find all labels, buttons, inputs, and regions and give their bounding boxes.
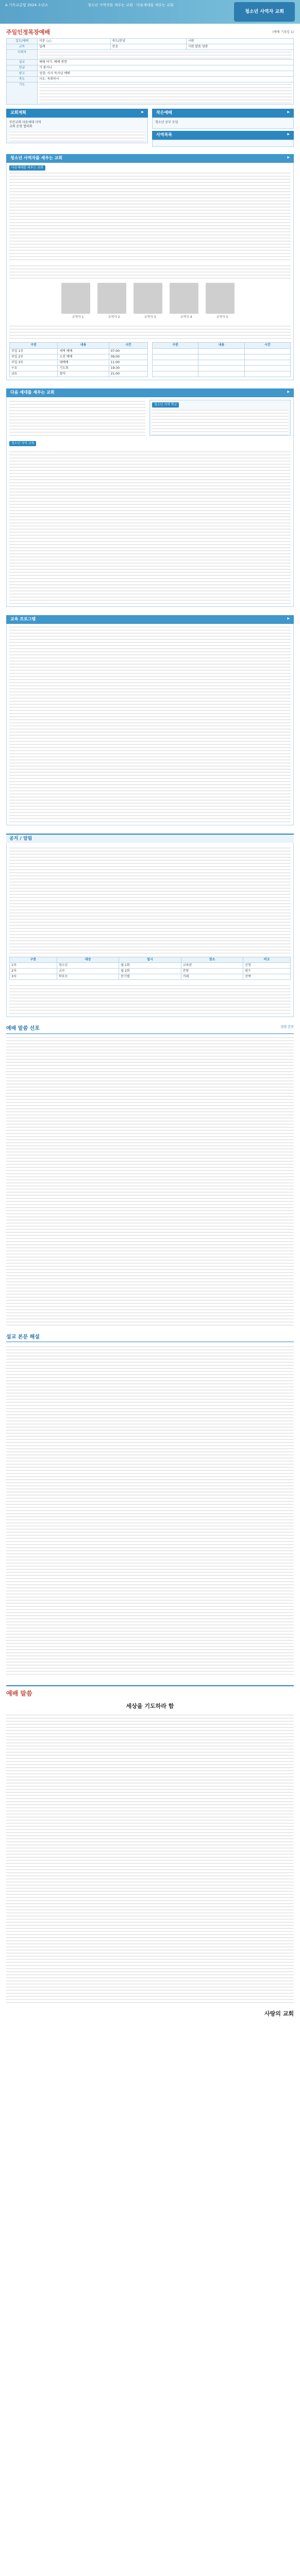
schedule-table-right: 구분 내용 시간 [152, 342, 291, 377]
photo [97, 283, 126, 314]
section-youth: 청소년 사역자를 세우는 교회 ▶ 다음세대를 세우는 교회 교역자 1 교역자 2 교역자 3 교역자 4 교역자 5 구분 내용 시간 주일 1부 새벽 예배 07:00 주일 2부 오전 예배 09:00 주일 3부 대예배 11:00 수요 기도회 19:30 금요 철야 21:00 구분 내용 시간 [6, 154, 294, 380]
section-sermon: 예배 말씀 선포 말씀 본문 [6, 1025, 294, 1326]
section-tag: 다음세대를 세우는 교회 [9, 165, 45, 171]
announce-right: 작은예배 ▶ 청소년 공부 모임 사역목록 ▶ [152, 109, 294, 147]
section3-tag: 청소년 사역 교육 [9, 441, 36, 446]
announcement-row [6, 109, 294, 147]
photo [61, 283, 90, 314]
section-info [6, 834, 294, 1017]
info-head: 공지 / 알림 [6, 834, 294, 843]
schedule-table-left: 구분 내용 시간 주일 1부 새벽 예배 07:00 주일 2부 오전 예배 09:00 주일 3부 대예배 11:00 수요 기도회 19:30 금요 철야 21:00 [9, 342, 148, 377]
info-table: 구분 대상 일시 장소 비고 1차 청소년 월 1회 교육관 신청 2차 교사 월 2회 본당 필수 3차 학부모 분기별 카페 선택 [9, 957, 291, 980]
section-lecture: 설교 본문 해설 [6, 1334, 294, 1675]
section-next-gen: 다음 세대를 세우는 교회 ▶ 청소년 사역 학교 청소년 사역 교육 [6, 388, 294, 607]
channel-label: A 기독교총합 2024 소년소 [5, 3, 48, 7]
worship-order [6, 29, 294, 105]
photo [170, 283, 198, 314]
worship-title: 주일인정목장예배 [6, 29, 51, 36]
photo [206, 283, 235, 314]
section-program: 교육 프로그램 ▶ [6, 615, 294, 825]
worship-badge: (예배 기록일 1) [272, 30, 294, 35]
announce-left: 교회계획 ▶ 부산교회 다음세대 사역 교회 운영 협의회 [6, 109, 148, 147]
worship-table: 집도/예배 미분 ○○ 축도/찬양 시편 교독 입례 찬송 시편 말씀 영광 사회자 설교 예배 여기, 예배 봉헌 헌금 기 쏟거나 광고 성경: 사사 목사님 예배 축도 사도: 목회목사 기도 [6, 38, 294, 105]
header [0, 0, 300, 24]
section-closing: 예배 말씀 세상을 기도하라 함 사랑의 교회 [6, 1685, 294, 2018]
photo-row: 교역자 1 교역자 2 교역자 3 교역자 4 교역자 5 [9, 283, 291, 320]
church-logo: 청소년 사역자 교회 [234, 2, 295, 22]
header-slogan: 청소년 사역자를 세우는 교회 · 다음세대를 세우는 교회 [88, 3, 174, 7]
photo [134, 283, 162, 314]
